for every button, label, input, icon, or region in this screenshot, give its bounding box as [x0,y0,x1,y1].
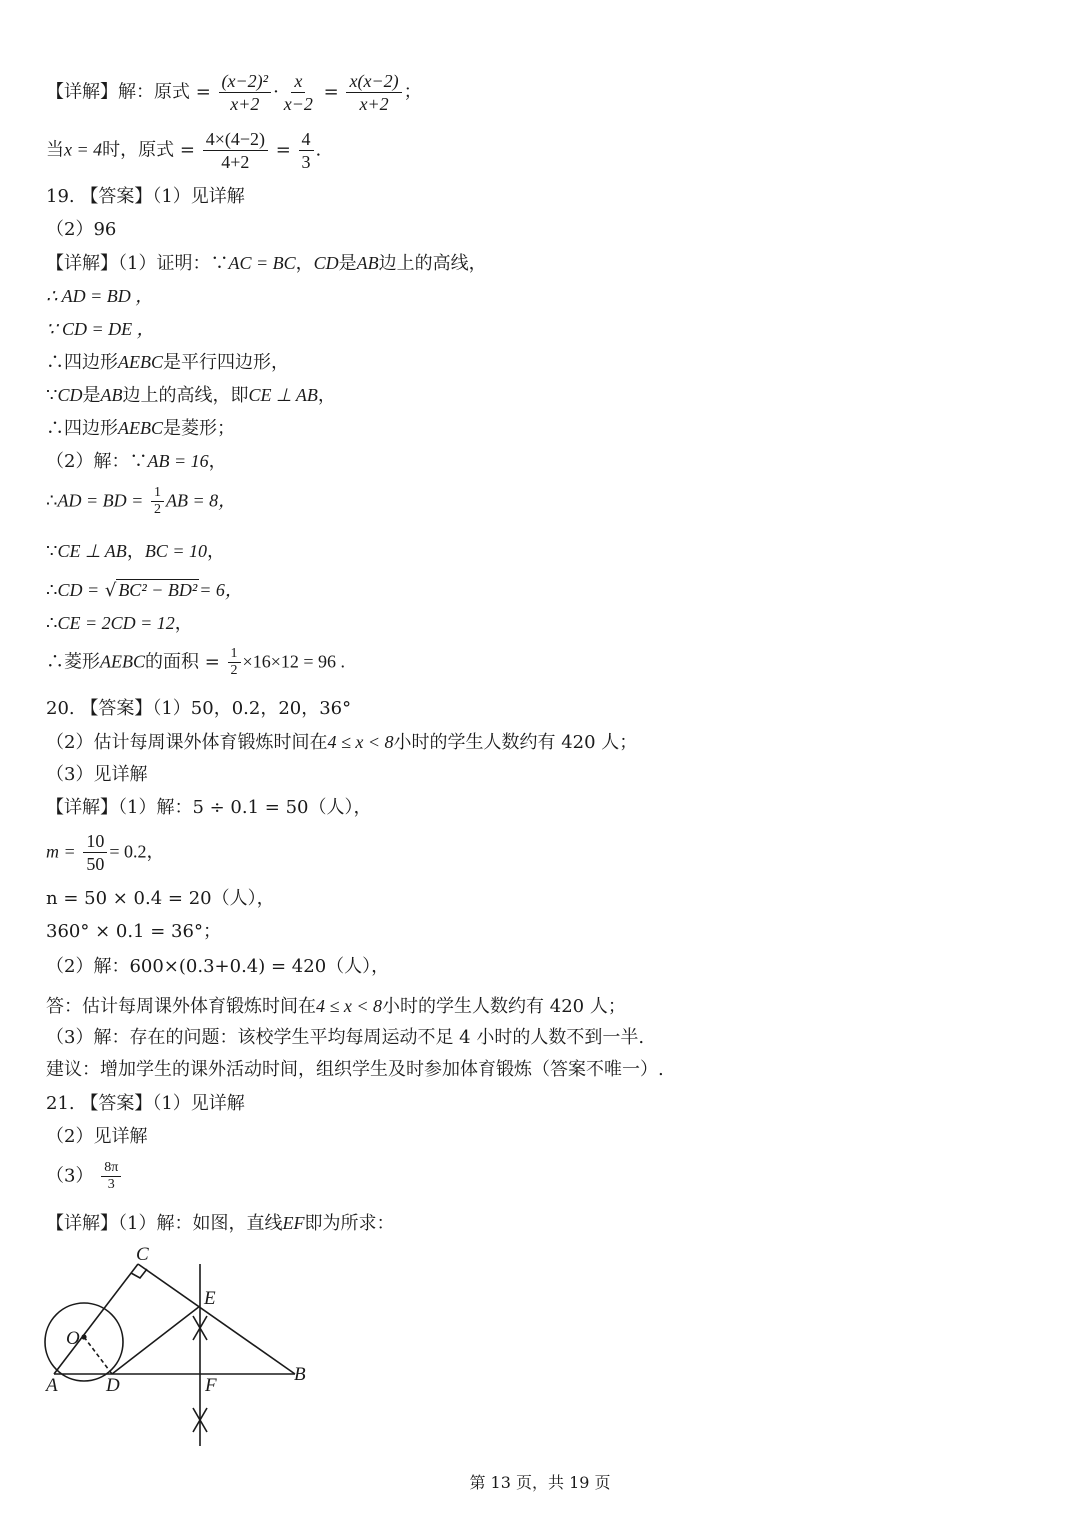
math: CD [313,253,339,273]
q21-answer: 21. 【答案】（1）见详解 [46,1093,245,1114]
text: 是 [82,385,101,406]
math: 4 ≤ x < 8 [327,732,394,752]
fraction [299,128,314,173]
fraction [83,830,107,875]
numerator: 10 [83,830,107,853]
numerator: x(x−2) [346,70,401,93]
q19-detail-12 [46,646,345,679]
text: 答：估计每周课外体育锻炼时间在 [46,996,316,1017]
math: AB [356,253,379,273]
text: 小时的学生人数约有 420 人； [393,732,638,753]
text: 时，原式 = [102,139,195,161]
q21-detail-1 [46,1211,394,1236]
q21-answer-2: （2）见详解 [46,1126,148,1147]
text: 是平行四边形， [163,352,289,373]
fraction [281,70,316,115]
q19-answer: 19. 【答案】（1）见详解 [46,186,245,207]
q19-detail-5 [46,383,336,408]
q19-detail-4 [46,350,289,375]
text: 【详解】解：原式 [46,81,190,103]
q19-detail-2: ∴ AD = BD ， [46,286,154,306]
q19-detail-10: ∴CD = √ BC² − BD² = 6， [46,580,243,601]
numerator: 4 [299,128,314,151]
q19-detail-7 [46,449,227,474]
fraction [346,70,401,115]
q20-answer-2 [46,730,637,755]
text: ， [126,541,145,562]
segment-de [112,1306,200,1374]
math: AEBC [118,418,163,438]
math: CE ⊥ AB [57,541,127,561]
text: ， [208,451,227,472]
math: = 0.2， [109,841,165,862]
q20-detail-4: 360° × 0.1 = 36°； [46,921,221,942]
text: 【详解】（1）证明：∵ [46,253,229,274]
q20-detail-3: n = 50 × 0.4 = 20（人）， [46,888,275,909]
math: = 6， [199,580,243,600]
page-footer: 第 13 页，共 19 页 [469,1473,611,1492]
text: ∵ [46,385,58,406]
text: ∴四边形 [46,352,118,373]
text: 是 [338,253,357,274]
math: CE = 2CD = 12 [57,613,175,633]
denominator: 4+2 [221,152,250,172]
q19-detail-3: ∵ CD = DE ， [46,319,155,339]
math: CD [57,385,83,405]
text: 当 [46,139,64,161]
fraction [228,646,241,679]
label-b: B [294,1364,306,1385]
math: AEBC [118,352,163,372]
text: （2）解：∵ [46,451,148,472]
denominator: 3 [301,152,311,172]
fraction [219,70,272,115]
text: 【详解】（1）解：如图，直线 [46,1213,283,1234]
numerator: 1 [228,646,241,663]
text: 的面积 = [145,651,220,673]
denominator: x+2 [230,94,260,114]
math: AB [100,385,123,405]
q19-detail-1 [46,251,487,276]
math: AC = BC [228,253,296,273]
label-a: A [46,1375,58,1396]
math: EF [282,1213,305,1233]
text: 小时的学生人数约有 420 人； [382,996,626,1017]
text: ， [206,541,225,562]
denominator: x+2 [359,94,389,114]
label-f: F [205,1375,217,1396]
numerator: 4×(4−2) [203,128,268,151]
q19-detail-9 [46,539,225,564]
text: ∵ [46,541,58,562]
fraction [151,485,164,518]
math: 4 ≤ x < 8 [316,996,383,1016]
text: 是菱形； [163,418,235,439]
math: ×16×12 = 96 . [242,651,346,672]
segment-od [84,1337,112,1374]
math: AD = BD = [57,490,144,511]
evaluate-line: 当x = 4时，原式 = $\frac{4\times(4-2)}{4+2}$ = $\frac{4}{3}$ . [46,129,322,172]
text: ， [317,385,336,406]
math: CD = [57,580,100,600]
q20-answer: 20. 【答案】（1）50，0.2，20，36° [46,698,352,719]
q20-detail-8: 建议：增加学生的课外活动时间，组织学生及时参加体育锻炼（答案不唯一）. [46,1059,664,1080]
q19-detail-8 [46,485,236,518]
text: （3） [46,1165,94,1187]
segment-cb [138,1264,295,1374]
text: 边上的高线， [378,253,487,274]
denominator: x−2 [283,94,313,114]
text: 即为所求： [304,1213,395,1234]
text: ∴四边形 [46,418,118,439]
text: ∴ [46,613,58,634]
denominator: 50 [86,854,105,874]
q20-detail-5: （2）解：600×(0.3+0.4) = 420（人）， [46,956,390,977]
math: AEBC [100,651,145,672]
fraction [101,1160,121,1193]
q19-answer-2: （2）96 [46,219,117,240]
numerator: (x−2)² [219,70,272,93]
q20-detail-6 [46,994,626,1019]
q20-answer-3: （3）见详解 [46,764,148,785]
label-c: C [136,1244,149,1265]
geometry-figure [30,1240,330,1455]
text: 边上的高线，即 [122,385,249,406]
math: CE ⊥ AB [248,385,318,405]
condition: x = 4 [64,139,103,160]
q19-detail-11 [46,611,193,636]
segment-ac [54,1264,138,1374]
numerator: 1 [151,485,164,502]
q20-detail-2 [46,830,165,875]
text: （2）估计每周课外体育锻炼时间在 [46,732,328,753]
text: ∴ [46,490,58,512]
label-d: D [106,1375,120,1396]
q21-answer-3 [46,1160,123,1193]
q19-detail-6 [46,416,235,441]
q20-detail-1: 【详解】（1）解：5 ÷ 0.1 = 50（人）， [46,797,372,818]
math: m = [46,841,76,862]
q20-detail-7: （3）解：存在的问题：该校学生平均每周运动不足 4 小时的人数不到一半. [46,1027,645,1048]
fraction [203,128,268,173]
numerator: x [291,70,305,93]
math: AB = 16 [147,451,209,471]
label-o: O [66,1328,80,1349]
math: AB = 8， [165,490,237,511]
text: ， [174,613,193,634]
simplify-line: 【详解】解：原式 = $\frac{\text{(x−2)²}}{x+2}$ · $\frac{x}{x-2}$ = $\frac{x(x-2)}{x+2}$ ； [46,71,422,114]
denominator: 2 [153,502,161,517]
denominator: 2 [230,663,238,678]
text: ∴ [46,580,58,601]
text: ， [295,253,314,274]
denominator: 3 [107,1177,115,1192]
label-e: E [204,1288,216,1309]
radicand: BC² − BD² [118,580,198,600]
math: BC = 10 [144,541,207,561]
point-o [81,1334,86,1339]
numerator: 8π [101,1160,121,1177]
text: ∴菱形 [46,651,100,673]
